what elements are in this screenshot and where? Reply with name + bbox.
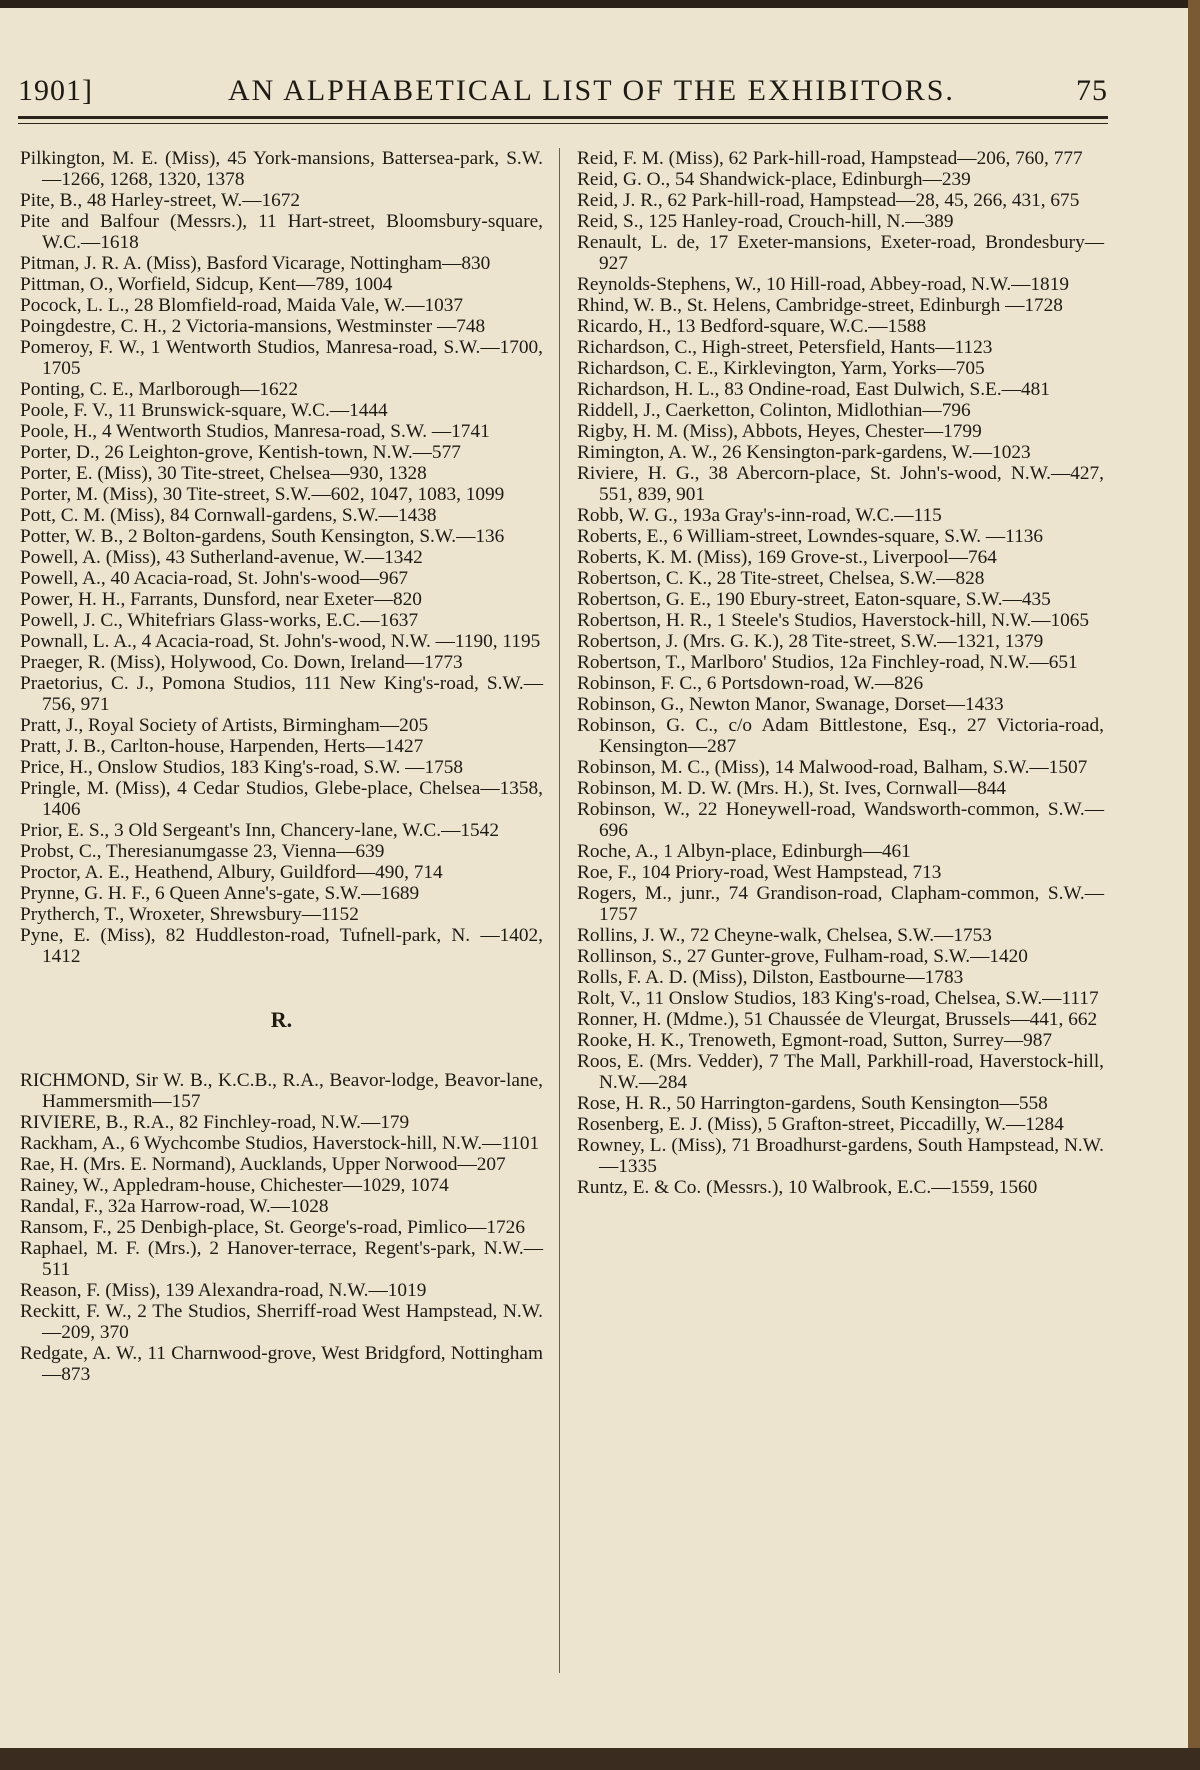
- section-heading: R.: [270, 1007, 293, 1032]
- exhibitor-entry: Reid, G. O., 54 Shandwick-place, Edinburgh—239: [577, 169, 971, 190]
- exhibitor-entry: Rae, H. (Mrs. E. Normand), Aucklands, Upper Norwood—207: [20, 1154, 506, 1175]
- exhibitor-entry: Rigby, H. M. (Miss), Abbots, Heyes, Chester—1799: [577, 421, 982, 442]
- exhibitor-entry: Richardson, C., High-street, Petersfield, Hants—1123: [577, 337, 993, 358]
- exhibitor-entry: Probst, C., Theresianumgasse 23, Vienna—639: [20, 841, 385, 862]
- exhibitor-entry: Rollins, J. W., 72 Cheyne-walk, Chelsea, S.W.—1753: [577, 925, 992, 946]
- exhibitor-entry: Pite and Balfour (Messrs.), 11 Hart-street, Bloomsbury-square, W.C.—1618: [20, 211, 543, 253]
- exhibitor-entry: Poingdestre, C. H., 2 Victoria-mansions, Westminster —748: [20, 316, 486, 337]
- left-column: [20, 148, 543, 1385]
- exhibitor-entry: Robinson, F. C., 6 Portsdown-road, W.—826: [577, 673, 924, 694]
- exhibitor-entry: Richardson, C. E., Kirklevington, Yarm, Yorks—705: [577, 358, 985, 379]
- header-rule-thin: [18, 123, 1108, 124]
- exhibitor-list-p: [20, 148, 543, 967]
- exhibitor-entry: Reckitt, F. W., 2 The Studios, Sherriff-road West Hampstead, N.W.—209, 370: [20, 1301, 543, 1343]
- exhibitor-entry: Rooke, H. K., Trenoweth, Egmont-road, Sutton, Surrey—987: [577, 1030, 1053, 1051]
- exhibitor-entry: Potter, W. B., 2 Bolton-gardens, South Kensington, S.W.—136: [20, 526, 505, 547]
- column-divider: [559, 148, 560, 1673]
- exhibitor-entry: Roberts, K. M. (Miss), 169 Grove-st., Liverpool—764: [577, 547, 997, 568]
- exhibitor-entry: Robertson, H. R., 1 Steele's Studios, Haverstock-hill, N.W.—1065: [577, 610, 1090, 631]
- exhibitor-entry: Rosenberg, E. J. (Miss), 5 Grafton-street, Piccadilly, W.—1284: [577, 1114, 1064, 1135]
- exhibitor-entry: Roberts, E., 6 William-street, Lowndes-square, S.W. —1136: [577, 526, 1044, 547]
- exhibitor-entry: Reid, F. M. (Miss), 62 Park-hill-road, Hampstead—206, 760, 777: [577, 148, 1083, 169]
- exhibitor-entry: Redgate, A. W., 11 Charnwood-grove, West Bridgford, Nottingham—873: [20, 1343, 543, 1385]
- page-title: AN ALPHABETICAL LIST OF THE EXHIBITORS.: [228, 74, 955, 107]
- page-year: 1901]: [18, 74, 93, 107]
- exhibitor-entry: Riddell, J., Caerketton, Colinton, Midlothian—796: [577, 400, 971, 421]
- exhibitor-entry: Roos, E. (Mrs. Vedder), 7 The Mall, Parkhill-road, Haverstock-hill, N.W.—284: [577, 1051, 1104, 1093]
- exhibitor-entry: Reynolds-Stephens, W., 10 Hill-road, Abbey-road, N.W.—1819: [577, 274, 1069, 295]
- exhibitor-entry: Randal, F., 32a Harrow-road, W.—1028: [20, 1196, 329, 1217]
- running-head: [18, 74, 1108, 114]
- exhibitor-entry: Rose, H. R., 50 Harrington-gardens, South Kensington—558: [577, 1093, 1048, 1114]
- exhibitor-entry: Porter, M. (Miss), 30 Tite-street, S.W.—602, 1047, 1083, 1099: [20, 484, 505, 505]
- exhibitor-entry: Price, H., Onslow Studios, 183 King's-road, S.W. —1758: [20, 757, 464, 778]
- exhibitor-entry: Renault, L. de, 17 Exeter-mansions, Exeter-road, Brondesbury—927: [577, 232, 1104, 274]
- exhibitor-entry: Robinson, W., 22 Honeywell-road, Wandsworth-common, S.W.—696: [577, 799, 1104, 841]
- exhibitor-entry: Rolls, F. A. D. (Miss), Dilston, Eastbourne—1783: [577, 967, 964, 988]
- exhibitor-entry: Runtz, E. & Co. (Messrs.), 10 Walbrook, E.C.—1559, 1560: [577, 1177, 1038, 1198]
- exhibitor-entry: Prior, E. S., 3 Old Sergeant's Inn, Chancery-lane, W.C.—1542: [20, 820, 499, 841]
- page-edge-bottom: [0, 1748, 1200, 1770]
- exhibitor-entry: Rogers, M., junr., 74 Grandison-road, Clapham-common, S.W.—1757: [577, 883, 1104, 925]
- exhibitor-entry: Rhind, W. B., St. Helens, Cambridge-street, Edinburgh —1728: [577, 295, 1063, 316]
- exhibitor-entry: Praeger, R. (Miss), Holywood, Co. Down, Ireland—1773: [20, 652, 463, 673]
- exhibitor-entry: Powell, J. C., Whitefriars Glass-works, E.C.—1637: [20, 610, 419, 631]
- exhibitor-list-r-continued: [577, 148, 1104, 1198]
- exhibitor-list-r: [20, 1070, 543, 1385]
- page-edge-right: [1188, 0, 1200, 1770]
- exhibitor-entry: Rimington, A. W., 26 Kensington-park-gardens, W.—1023: [577, 442, 1031, 463]
- exhibitor-entry: RIVIERE, B., R.A., 82 Finchley-road, N.W.—179: [20, 1112, 410, 1133]
- exhibitor-entry: Ricardo, H., 13 Bedford-square, W.C.—1588: [577, 316, 927, 337]
- exhibitor-entry: Rainey, W., Appledram-house, Chichester—1029, 1074: [20, 1175, 449, 1196]
- exhibitor-entry: Porter, E. (Miss), 30 Tite-street, Chelsea—930, 1328: [20, 463, 427, 484]
- exhibitor-entry: Pite, B., 48 Harley-street, W.—1672: [20, 190, 301, 211]
- exhibitor-entry: Pittman, O., Worfield, Sidcup, Kent—789, 1004: [20, 274, 393, 295]
- exhibitor-entry: Powell, A. (Miss), 43 Sutherland-avenue, W.—1342: [20, 547, 423, 568]
- page-number: 75: [1076, 74, 1108, 107]
- exhibitor-entry: Pownall, L. A., 4 Acacia-road, St. John's-wood, N.W. —1190, 1195: [20, 631, 541, 652]
- exhibitor-entry: Richardson, H. L., 83 Ondine-road, East Dulwich, S.E.—481: [577, 379, 1050, 400]
- exhibitor-entry: Proctor, A. E., Heathend, Albury, Guildford—490, 714: [20, 862, 443, 883]
- exhibitor-entry: Rolt, V., 11 Onslow Studios, 183 King's-road, Chelsea, S.W.—1117: [577, 988, 1099, 1009]
- exhibitor-entry: Ponting, C. E., Marlborough—1622: [20, 379, 298, 400]
- exhibitor-entry: Ronner, H. (Mdme.), 51 Chaussée de Vleurgat, Brussels—441, 662: [577, 1009, 1098, 1030]
- exhibitor-entry: Pott, C. M. (Miss), 84 Cornwall-gardens, S.W.—1438: [20, 505, 437, 526]
- exhibitor-entry: Robinson, M. D. W. (Mrs. H.), St. Ives, Cornwall—844: [577, 778, 1007, 799]
- exhibitor-entry: Pomeroy, F. W., 1 Wentworth Studios, Manresa-road, S.W.—1700, 1705: [20, 337, 543, 379]
- exhibitor-entry: Robb, W. G., 193a Gray's-inn-road, W.C.—115: [577, 505, 942, 526]
- exhibitor-entry: Roche, A., 1 Albyn-place, Edinburgh—461: [577, 841, 911, 862]
- exhibitor-entry: Robinson, G. C., c/o Adam Bittlestone, Esq., 27 Victoria-road, Kensington—287: [577, 715, 1104, 757]
- exhibitor-entry: Poole, F. V., 11 Brunswick-square, W.C.—1444: [20, 400, 388, 421]
- exhibitor-entry: Pyne, E. (Miss), 82 Huddleston-road, Tufnell-park, N. —1402, 1412: [20, 925, 543, 967]
- exhibitor-entry: Power, H. H., Farrants, Dunsford, near Exeter—820: [20, 589, 422, 610]
- exhibitor-entry: Pringle, M. (Miss), 4 Cedar Studios, Glebe-place, Chelsea—1358, 1406: [20, 778, 543, 820]
- exhibitor-entry: Prytherch, T., Wroxeter, Shrewsbury—1152: [20, 904, 359, 925]
- exhibitor-entry: Riviere, H. G., 38 Abercorn-place, St. John's-wood, N.W.—427, 551, 839, 901: [577, 463, 1104, 505]
- exhibitor-entry: Reid, S., 125 Hanley-road, Crouch-hill, N.—389: [577, 211, 954, 232]
- exhibitor-entry: Prynne, G. H. F., 6 Queen Anne's-gate, S.W.—1689: [20, 883, 420, 904]
- exhibitor-entry: Pitman, J. R. A. (Miss), Basford Vicarage, Nottingham—830: [20, 253, 491, 274]
- exhibitor-entry: Reason, F. (Miss), 139 Alexandra-road, N.W.—1019: [20, 1280, 427, 1301]
- exhibitor-entry: Pilkington, M. E. (Miss), 45 York-mansions, Battersea-park, S.W.—1266, 1268, 1320, 1378: [20, 148, 543, 190]
- exhibitor-entry: Powell, A., 40 Acacia-road, St. John's-wood—967: [20, 568, 408, 589]
- exhibitor-entry: Robinson, G., Newton Manor, Swanage, Dorset—1433: [577, 694, 1004, 715]
- exhibitor-entry: RICHMOND, Sir W. B., K.C.B., R.A., Beavor-lodge, Beavor-lane, Hammersmith—157: [20, 1070, 543, 1112]
- exhibitor-entry: Rowney, L. (Miss), 71 Broadhurst-gardens, South Hampstead, N.W.—1335: [577, 1135, 1104, 1177]
- exhibitor-entry: Praetorius, C. J., Pomona Studios, 111 New King's-road, S.W.—756, 971: [20, 673, 543, 715]
- exhibitor-entry: Robertson, C. K., 28 Tite-street, Chelsea, S.W.—828: [577, 568, 985, 589]
- exhibitor-entry: Roe, F., 104 Priory-road, West Hampstead, 713: [577, 862, 942, 883]
- right-column: [577, 148, 1104, 1198]
- exhibitor-entry: Robertson, J. (Mrs. G. K.), 28 Tite-street, S.W.—1321, 1379: [577, 631, 1044, 652]
- book-page: [0, 8, 1190, 1748]
- exhibitor-entry: Rollinson, S., 27 Gunter-grove, Fulham-road, S.W.—1420: [577, 946, 1028, 967]
- exhibitor-entry: Reid, J. R., 62 Park-hill-road, Hampstead—28, 45, 266, 431, 675: [577, 190, 1080, 211]
- exhibitor-entry: Poole, H., 4 Wentworth Studios, Manresa-road, S.W. —1741: [20, 421, 490, 442]
- exhibitor-entry: Pratt, J. B., Carlton-house, Harpenden, Herts—1427: [20, 736, 424, 757]
- exhibitor-entry: Pocock, L. L., 28 Blomfield-road, Maida Vale, W.—1037: [20, 295, 464, 316]
- exhibitor-entry: Pratt, J., Royal Society of Artists, Birmingham—205: [20, 715, 429, 736]
- exhibitor-entry: Ransom, F., 25 Denbigh-place, St. George's-road, Pimlico—1726: [20, 1217, 525, 1238]
- exhibitor-entry: Robinson, M. C., (Miss), 14 Malwood-road, Balham, S.W.—1507: [577, 757, 1088, 778]
- exhibitor-entry: Rackham, A., 6 Wychcombe Studios, Haverstock-hill, N.W.—1101: [20, 1133, 540, 1154]
- exhibitor-entry: Raphael, M. F. (Mrs.), 2 Hanover-terrace, Regent's-park, N.W.—511: [20, 1238, 543, 1280]
- exhibitor-entry: Robertson, T., Marlboro' Studios, 12a Finchley-road, N.W.—651: [577, 652, 1078, 673]
- exhibitor-entry: Porter, D., 26 Leighton-grove, Kentish-town, N.W.—577: [20, 442, 461, 463]
- exhibitor-entry: Robertson, G. E., 190 Ebury-street, Eaton-square, S.W.—435: [577, 589, 1051, 610]
- header-rule-thick: [18, 116, 1108, 119]
